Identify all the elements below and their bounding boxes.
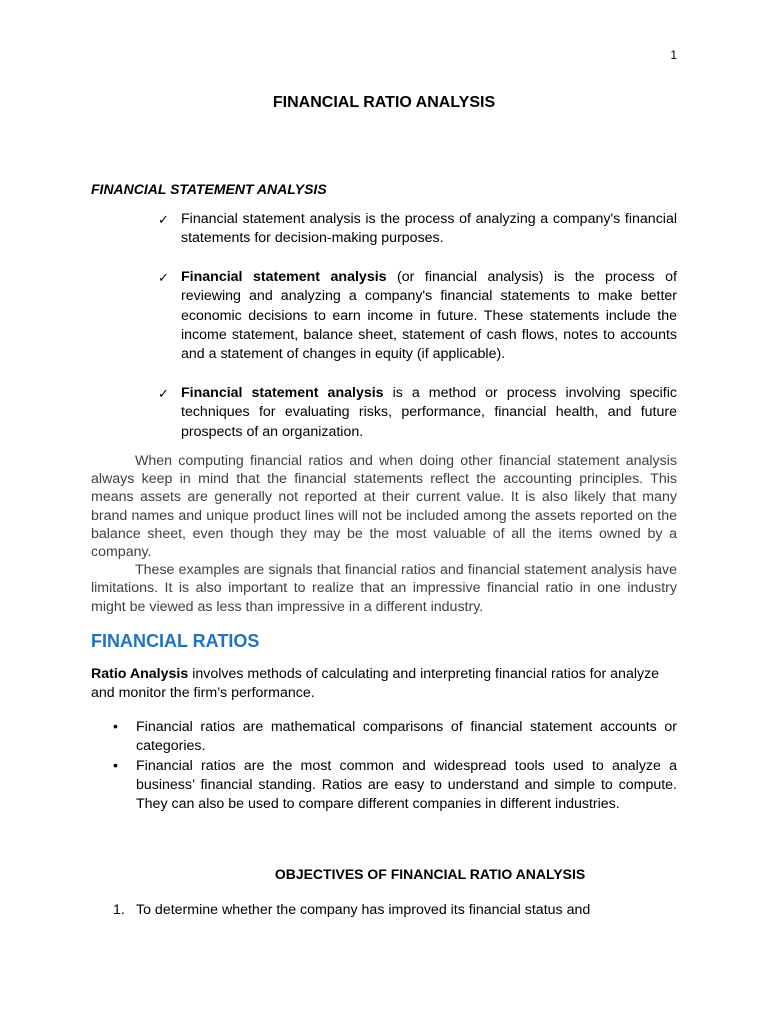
body-paragraphs <box>91 452 677 616</box>
bullet-list-item <box>91 757 677 815</box>
checkmark-list-item <box>160 384 677 442</box>
bullet-list-item <box>91 718 677 757</box>
checkmark-item-text <box>181 210 677 249</box>
checkmark-item-bold: Financial statement analysis <box>181 385 384 401</box>
bullet-list <box>91 718 677 814</box>
numbered-list-item <box>91 901 677 920</box>
bullet-item-text: Financial ratios are the most common and widespread tools used to analyze a business’ financial standing. Ratios are easy to understand and simple to compute. They can also be used to compare different companies in different industries. <box>136 757 677 813</box>
checkmark-icon: ✓ <box>158 212 169 227</box>
section-heading-financial-statement-analysis: FINANCIAL STATEMENT ANALYSIS <box>91 181 327 197</box>
document-title: FINANCIAL RATIO ANALYSIS <box>272 94 496 111</box>
numbered-list <box>91 901 677 920</box>
checkmark-item-text <box>181 384 677 442</box>
section-heading-objectives: OBJECTIVES OF FINANCIAL RATIO ANALYSIS <box>274 866 586 882</box>
bullet-icon: • <box>113 757 118 774</box>
bullet-icon: • <box>113 719 118 735</box>
section-heading-financial-ratios: FINANCIAL RATIOS <box>91 631 260 651</box>
checkmark-item-bold: Financial statement analysis <box>181 269 387 285</box>
checkmark-item-body: Financial statement analysis is the process of analyzing a company's financial statements for decision-making purposes. <box>181 211 677 247</box>
bullet-item-text: Financial ratios are mathematical comparisons of financial statement accounts or categories. <box>136 719 677 755</box>
ratio-analysis-definition: involves methods of calculating and interpreting financial ratios for analyze and monitor the firm’s performance. <box>91 666 660 702</box>
numbered-item-text: To determine whether the company has improved its financial status and <box>136 902 591 918</box>
checkmark-item-text <box>181 268 677 364</box>
checkmark-item-body: (or financial analysis) is the process of reviewing and analyzing a company's financial statements to make better economic decisions to earn income in future. These statements include the income statement, balance sheet, statement of cash flows, notes to accounts and a statement of changes in equity (if applicable). <box>181 269 677 363</box>
checkmark-icon: ✓ <box>158 386 169 401</box>
ratio-analysis-term: Ratio Analysis <box>91 666 189 682</box>
checkmark-list-item <box>160 210 677 249</box>
checkmark-item-body: is a method or process involving specific techniques for evaluating risks, performance, financial health, and future prospects of an organization. <box>181 385 677 440</box>
body-paragraph: When computing financial ratios and when doing other financial statement analysis always keep in mind that the financial statements reflect the accounting principles. This means assets are generally not reported at their current value. It is also likely that many brand names and unique product lines will not be included among the assets reported on the balance sheet, even though they may be the most valuable of all the items owned by a company. <box>91 453 677 561</box>
ratio-analysis-intro <box>91 665 677 704</box>
checkmark-list-item <box>160 268 677 364</box>
checkmark-icon: ✓ <box>158 270 169 285</box>
body-paragraph: These examples are signals that financial ratios and financial statement analysis have limitations. It is also important to realize that an impressive financial ratio in one industry might be viewed as less than impressive in a different industry. <box>91 562 677 615</box>
list-number: 1. <box>113 902 125 918</box>
page-number: 1 <box>670 48 677 62</box>
